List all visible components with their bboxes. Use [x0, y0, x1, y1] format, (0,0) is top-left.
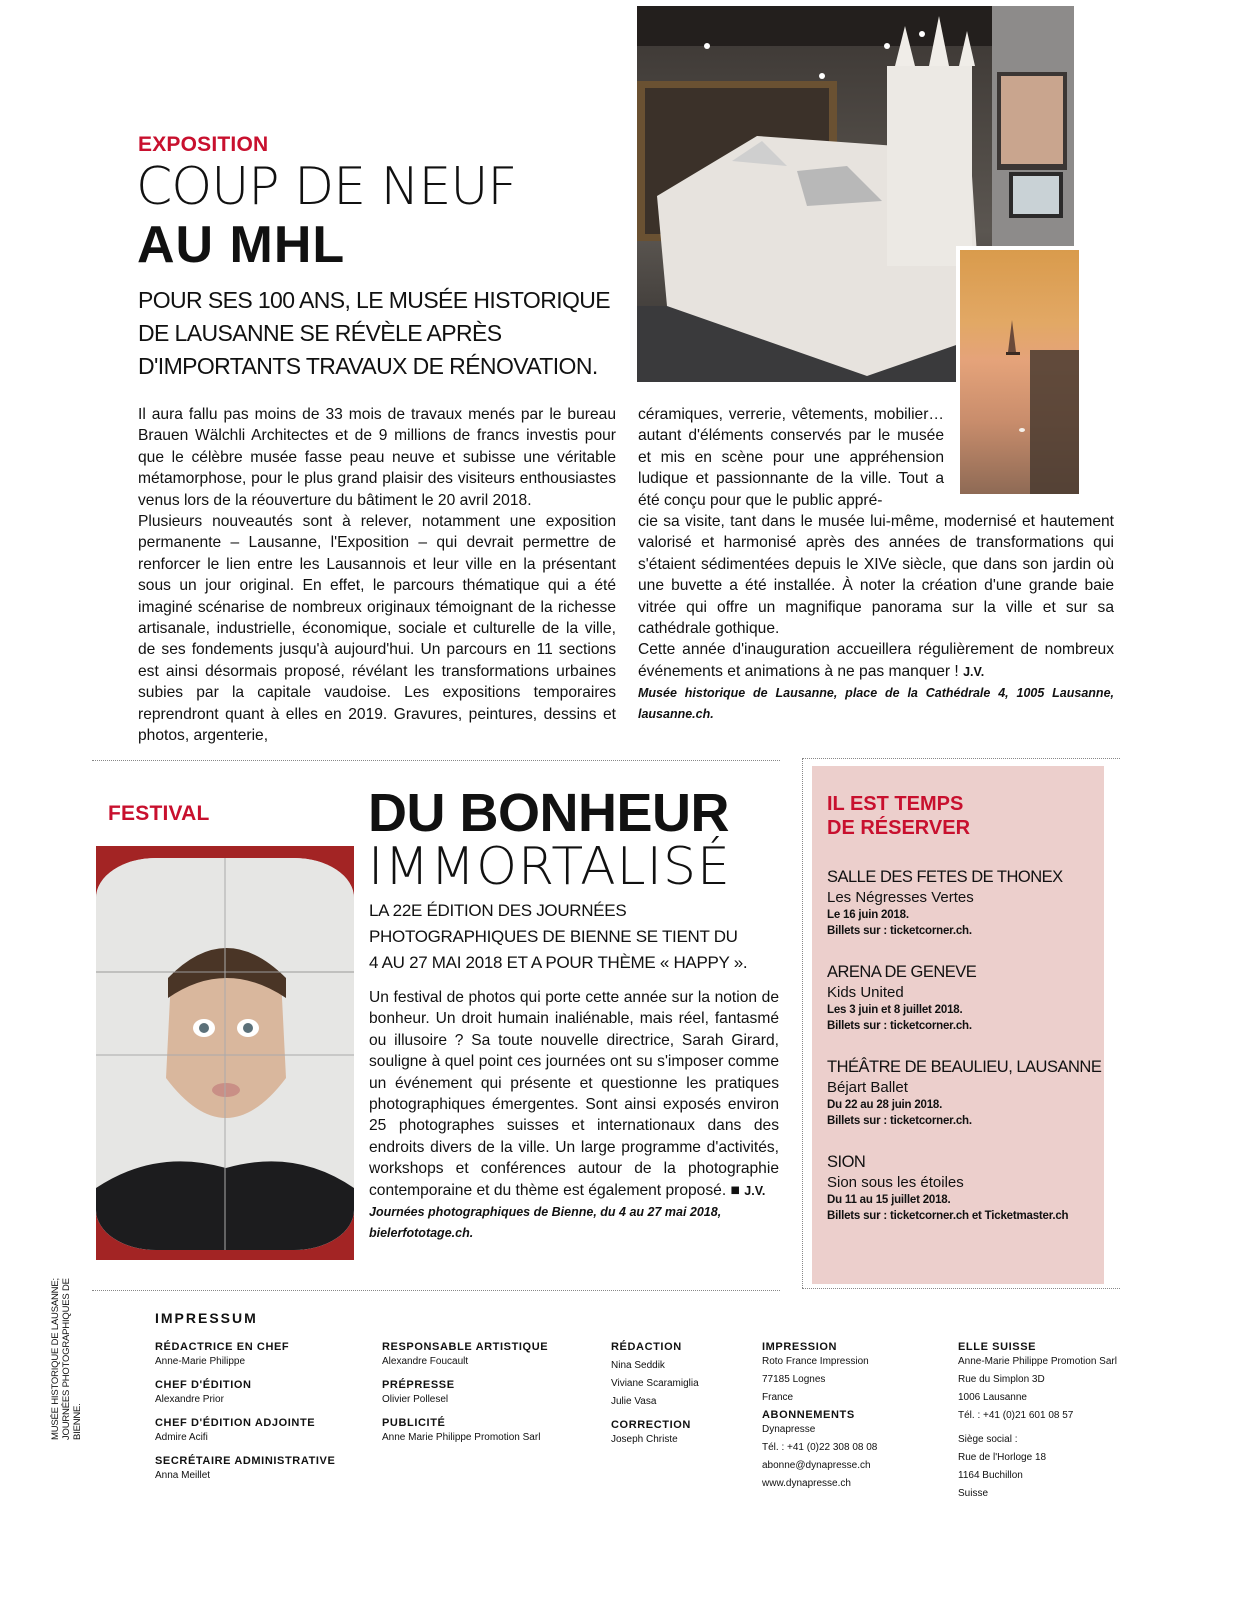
photo-credit-line-2: JOURNÉES PHOTOGRAPHIQUES DE BIENNE.: [61, 1278, 83, 1440]
event-item: [827, 1056, 1102, 1129]
sidebar-left-border: [802, 758, 803, 1288]
event-item: [827, 961, 1088, 1034]
impressum-title: IMPRESSUM: [155, 1310, 258, 1326]
impressum-value: Admire Acifi: [155, 1432, 208, 1443]
event-show: Kids United: [827, 984, 904, 1001]
impressum-value: Tél. : +41 (0)21 601 08 57: [958, 1410, 1074, 1421]
event-show: Sion sous les étoiles: [827, 1174, 964, 1191]
impressum-heading: CHEF D'ÉDITION: [155, 1379, 252, 1391]
impressum-value: 77185 Lognes: [762, 1374, 826, 1385]
event-tickets: Billets sur : ticketcorner.ch.: [827, 1115, 972, 1127]
article-column-1: [138, 404, 616, 747]
event-tickets: Billets sur : ticketcorner.ch.: [827, 1020, 972, 1032]
section-divider: [92, 760, 780, 761]
author-signature: J.V.: [963, 664, 985, 679]
impressum-heading: CORRECTION: [611, 1419, 691, 1431]
photo-credit-vertical: [50, 1240, 83, 1440]
impressum-value: 1164 Buchillon: [958, 1470, 1023, 1481]
impressum-heading: RESPONSABLE ARTISTIQUE: [382, 1341, 549, 1353]
paragraph: [369, 987, 779, 1202]
paragraph: cie sa visite, tant dans le musée lui-même, modernisé et hautement valorisé et harmonisé après des années de transformations qui s'étaient sédimentées depuis le XIVe siècle, que dans son jardin où une buvette a été installée. À noter la création d'une grande baie vitrée qui offre un magnifique panorama sur la ville et sur sa cathédrale gothique.: [638, 513, 1114, 638]
lake-painting-photo: [956, 246, 1079, 494]
impressum-heading: ELLE SUISSE: [958, 1341, 1037, 1353]
impressum-value: Alexandre Prior: [155, 1394, 224, 1405]
closing-sentence: Cette année d'inauguration accueillera régulièrement de nombreux événements et animations à ne pas manquer !: [638, 641, 1114, 680]
photo-credit-line-1: MUSÉE HISTORIQUE DE LAUSANNE;: [50, 1278, 61, 1440]
impressum-value: Tél. : +41 (0)22 308 08 08: [762, 1442, 878, 1453]
impressum-heading: PUBLICITÉ: [382, 1417, 446, 1429]
impressum-value: Siège social :: [958, 1434, 1018, 1445]
event-date: Les 3 juin et 8 juillet 2018.: [827, 1004, 963, 1016]
event-venue: SALLE DES FETES DE THONEX: [827, 868, 1063, 886]
festival-headline-bold: DU BONHEUR: [368, 783, 730, 843]
article-column-2-wide: [638, 511, 1114, 725]
impressum-website[interactable]: www.dynapresse.ch: [762, 1478, 851, 1489]
impressum-value: Nina Seddik: [611, 1360, 665, 1371]
impressum-heading: ABONNEMENTS: [762, 1409, 855, 1421]
impressum-value: Julie Vasa: [611, 1396, 657, 1407]
paragraph: [638, 639, 1114, 683]
impressum-column-2: [382, 1340, 548, 1454]
event-date: Du 11 au 15 juillet 2018.: [827, 1194, 951, 1206]
impressum-email[interactable]: abonne@dynapresse.ch: [762, 1460, 871, 1471]
festival-body: [369, 987, 779, 1244]
event-item: [827, 866, 1088, 939]
venue-credit: Musée historique de Lausanne, place de la Cathédrale 4, 1005 Lausanne, lausanne.ch.: [638, 686, 1114, 722]
folded-portrait-illustration: [96, 858, 354, 1250]
impressum-heading: SECRÉTAIRE ADMINISTRATIVE: [155, 1455, 336, 1467]
sidebar-title-line-1: IL EST TEMPS: [827, 793, 964, 815]
article-column-2-narrow: céramiques, verrerie, vêtements, mobilier… autant d'éléments conservés par le musée et mis en scène pour une appréhension ludique et passionnante de la ville. Tout a été conçu pour que le public appré-: [638, 406, 944, 509]
impressum-heading: RÉDACTRICE EN CHEF: [155, 1341, 290, 1353]
impressum-value: Roto France Impression: [762, 1356, 869, 1367]
section-divider: [92, 1290, 780, 1291]
end-mark-icon: ■: [730, 1181, 740, 1199]
impressum-value: Anne Marie Philippe Promotion Sarl: [382, 1432, 541, 1443]
section-kicker-exposition: EXPOSITION: [138, 133, 269, 156]
sailboat-illustration: [960, 250, 1079, 494]
impressum-value: Rue du Simplon 3D: [958, 1374, 1045, 1385]
impressum-heading: PRÉPRESSE: [382, 1379, 455, 1391]
festival-headline-light: IMMORTALISÉ: [368, 837, 731, 897]
impressum-value: Joseph Christe: [611, 1434, 678, 1445]
headline-bold: AU MHL: [137, 216, 346, 274]
impressum-column-4: [762, 1340, 877, 1494]
impressum-heading: CHEF D'ÉDITION ADJOINTE: [155, 1417, 316, 1429]
impressum-value: Olivier Pollesel: [382, 1394, 449, 1405]
event-venue: SION: [827, 1153, 866, 1171]
sidebar-top-border: [802, 758, 1120, 759]
impressum-value: Suisse: [958, 1488, 989, 1499]
festival-credit: Journées photographiques de Bienne, du 4 au 27 mai 2018, bielerfototage.ch.: [369, 1205, 722, 1241]
booking-sidebar: [812, 766, 1104, 1284]
impressum-column-1: [155, 1340, 335, 1492]
paragraph: Il aura fallu pas moins de 33 mois de travaux menés par le bureau Brauen Wälchli Architectes et de 9 millions de francs investis pour que le célèbre musée fasse peau neuve et subisse une véritable métamorphose, pour le plus grand plaisir des visiteurs enthousiastes venus lors de la réouverture du bâtiment le 20 avril 2018.: [138, 406, 616, 509]
impressum-value: Anne-Marie Philippe: [155, 1356, 246, 1367]
article-deck: POUR SES 100 ANS, LE MUSÉE HISTORIQUE DE LAUSANNE SE RÉVÈLE APRÈS D'IMPORTANTS TRAVAUX DE RÉNOVATION.: [138, 287, 611, 379]
impressum-value: Anna Meillet: [155, 1470, 211, 1481]
event-tickets: Billets sur : ticketcorner.ch et Ticketmaster.ch: [827, 1210, 1069, 1222]
impressum-value: Dynapresse: [762, 1424, 816, 1435]
impressum-heading: RÉDACTION: [611, 1341, 682, 1353]
headline-light: COUP DE NEUF: [136, 157, 517, 217]
section-kicker-festival: FESTIVAL: [108, 802, 210, 825]
event-show: Les Négresses Vertes: [827, 889, 974, 906]
event-venue: ARENA DE GENEVE: [827, 963, 977, 981]
event-show: Béjart Ballet: [827, 1079, 908, 1096]
author-signature: J.V.: [744, 1183, 766, 1198]
impressum-value: Anne-Marie Philippe Promotion Sarl: [958, 1356, 1117, 1367]
impressum-value: France: [762, 1392, 794, 1403]
impressum-value: Rue de l'Horloge 18: [958, 1452, 1047, 1463]
paragraph: Plusieurs nouveautés sont à relever, notamment une exposition permanente – Lausanne, l'Exposition – qui devrait permettre de renforcer le lien entre les Lausannois et leur ville en la présentant sous un jour original. En effet, le parcours thématique qui a été imaginé scénarise de nombreux originaux témoignant de la richesse artisanale, industrielle, économique, sociale et culturelle de la ville, de ses fondements jusqu'à aujourd'hui. Un parcours en 11 sections est ainsi désormais proposé, révélant les transformations urbaines subies par la capitale vaudoise. Les expositions temporaires reprendront quant à elles en 2019. Gravures, peintures, dessins et photos, argenterie,: [138, 513, 616, 745]
event-venue: THÉÂTRE DE BEAULIEU, LAUSANNE: [827, 1058, 1102, 1076]
festival-body-text: Un festival de photos qui porte cette année sur la notion de bonheur. Un droit humain inaliénable, mais réel, fantasmé ou illusoire ? Sa toute nouvelle directrice, Sarah Girard, souligne à quel point ces journées ont su s'imposer comme un événement qui présente et questionne les pratiques photographiques émergentes. Sont ainsi exposés environ 25 photographes suisses et internationaux dans des endroits divers de la ville. Un large programme d'activités, workshops et conférences autour de la photographie contemporaine et du thème est également proposé.: [369, 989, 779, 1199]
event-tickets: Billets sur : ticketcorner.ch.: [827, 925, 972, 937]
impressum-value: Viviane Scaramiglia: [611, 1378, 699, 1389]
impressum-column-3: [611, 1340, 699, 1456]
event-date: Du 22 au 28 juin 2018.: [827, 1099, 943, 1111]
event-item: [827, 1151, 1088, 1224]
impressum-value: Alexandre Foucault: [382, 1356, 469, 1367]
sidebar-title-line-2: DE RÉSERVER: [827, 817, 971, 839]
poster-frame: [96, 858, 354, 1250]
festival-poster-photo: [96, 846, 354, 1260]
event-date: Le 16 juin 2018.: [827, 909, 909, 921]
impressum-heading: IMPRESSION: [762, 1341, 838, 1353]
festival-deck: LA 22E ÉDITION DES JOURNÉES PHOTOGRAPHIQUES DE BIENNE SE TIENT DU 4 AU 27 MAI 2018 ET A POUR THÈME « HAPPY ».: [369, 901, 748, 972]
impressum-value: 1006 Lausanne: [958, 1392, 1027, 1403]
impressum-column-5: [958, 1340, 1117, 1504]
sidebar-bottom-border: [802, 1288, 1120, 1289]
